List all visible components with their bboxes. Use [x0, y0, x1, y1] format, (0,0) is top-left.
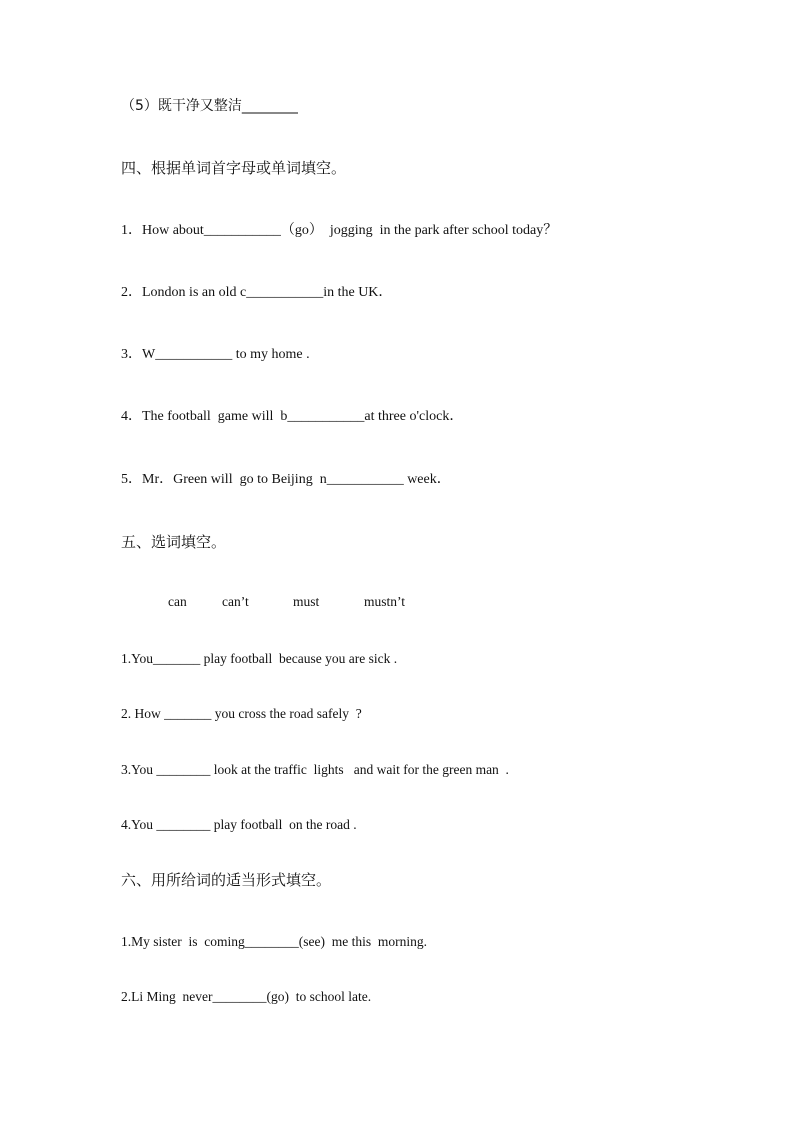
- section4-item-1: 1．How about___________（go） jogging in the park after school today？: [121, 223, 558, 238]
- word-bank-item: can: [168, 594, 187, 609]
- section3-item-5: （5）既干净又整洁________: [121, 98, 298, 114]
- section4-heading: 四、根据单词首字母或单词填空。: [121, 159, 347, 177]
- section4-item-3: 3．W___________ to my home .: [121, 347, 310, 362]
- section5-heading: 五、选词填空。: [121, 533, 227, 551]
- word-bank-item: must: [293, 594, 320, 609]
- section4-item-5: 5．Mr．Green will go to Beijing n___________ week．: [121, 472, 451, 487]
- section5-item-3: 3.You ________ look at the traffic lights and wait for the green man .: [121, 762, 509, 777]
- section4-item-2: 2．London is an old c___________in the UK．: [121, 285, 393, 300]
- word-bank-item: mustn’t: [364, 594, 406, 609]
- section5-item-4: 4.You ________ play football on the road .: [121, 817, 357, 832]
- section4-item-4: 4．The football game will b___________at three o'clock．: [121, 409, 464, 424]
- section6-heading: 六、用所给词的适当形式填空。: [121, 871, 332, 889]
- section5-item-1: 1.You_______ play football because you are sick .: [121, 651, 398, 666]
- section5-item-2: 2. How _______ you cross the road safely ?: [121, 706, 362, 721]
- section6-item-2: 2.Li Ming never________(go) to school late.: [121, 989, 372, 1004]
- word-bank-item: can’t: [222, 594, 249, 609]
- section6-item-1: 1.My sister is coming________(see) me this morning.: [121, 934, 427, 949]
